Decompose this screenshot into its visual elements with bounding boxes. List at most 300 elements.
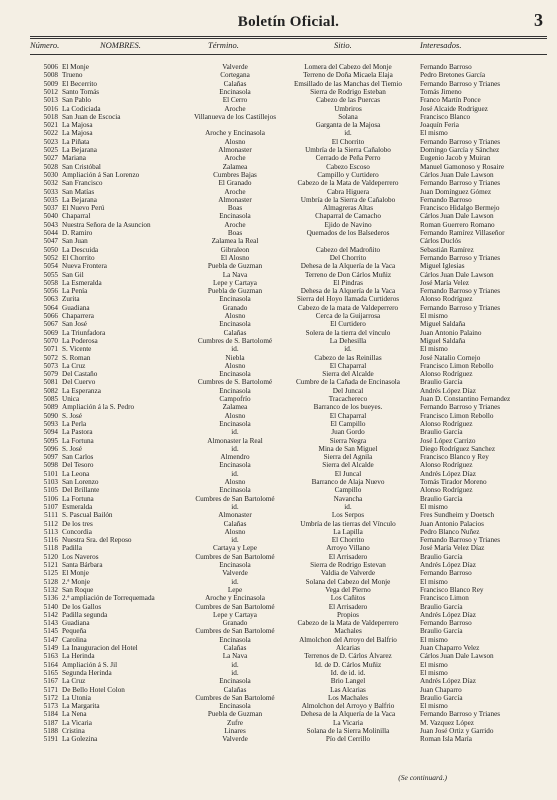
cell-int: Cárlos Juan Dale Lawson (420, 170, 494, 179)
cell-num: 5187 (43, 718, 58, 727)
cell-ter: Encinasola (219, 635, 251, 644)
cell-sit: Del Juncal (332, 386, 364, 395)
cell-num: 5118 (43, 544, 58, 553)
cell-sit: Cabezo del Madroñito (315, 245, 381, 254)
table-row (0, 735, 557, 744)
cell-ter: Encinasola (219, 386, 251, 395)
cell-sit: El Chaparral (329, 361, 367, 370)
cell-nom: La Cruz (62, 361, 86, 370)
cell-ter: Almonaster la Real (207, 436, 263, 445)
cell-num: 5120 (43, 552, 58, 561)
cell-num: 5116 (43, 536, 58, 545)
cell-ter: Aroche y Encinasola (205, 129, 265, 138)
cell-nom: La Fortuna (62, 494, 94, 503)
cell-nom: Santa Bárbara (62, 561, 103, 569)
cell-sit: Cabezo de la Mata de Valdeperrero (297, 619, 399, 628)
cell-int: José María Velez Díaz (420, 544, 485, 553)
cell-nom: San Matías (62, 187, 95, 196)
cell-ter: Aroche y Encinasola (205, 594, 265, 603)
cell-ter: id. (231, 444, 239, 453)
cell-sit: El Chorrito (331, 137, 365, 146)
cell-ter: Cumbres de San Bartolomé (195, 552, 275, 561)
cell-ter: Villanueva de los Castillejos (193, 112, 276, 121)
cell-ter: Alosno (224, 478, 246, 486)
cell-num: 5023 (43, 137, 58, 146)
cell-ter: Cumbres Bajas (213, 170, 257, 179)
cell-sit: Pío del Cerrillo (325, 735, 371, 744)
cell-num: 5145 (43, 627, 58, 636)
cell-sit: El Arrisadero (328, 602, 368, 611)
cell-num: 5164 (43, 660, 58, 669)
cell-sit: Sierra Negra (329, 436, 367, 445)
cell-int: El mismo (420, 660, 448, 669)
cell-int: Fernando Ramírez Villaseñor (420, 229, 505, 237)
cell-int: El mismo (420, 502, 448, 511)
header-rule-top (30, 36, 547, 37)
cell-int: Braulio García (420, 693, 463, 702)
cell-num: 5012 (43, 87, 58, 96)
cell-nom: Los Naveros (62, 552, 99, 561)
cell-num: 5033 (43, 187, 58, 196)
cell-num: 5167 (43, 677, 58, 686)
cell-num: 5112 (43, 519, 58, 528)
cell-ter: id. (231, 660, 239, 669)
cell-nom: De Bello Hotel Colon (62, 685, 125, 694)
cell-nom: La Pastora (62, 428, 93, 437)
cell-sit: Cabezo de la mata de Valdeperrero (297, 303, 399, 312)
cell-num: 5008 (43, 71, 58, 80)
cell-sit: Tracachereco (328, 395, 368, 403)
cell-num: 5171 (43, 685, 58, 694)
cell-int: El mismo (420, 312, 448, 320)
cell-nom: San Cristóbal (62, 162, 101, 171)
cell-nom: El Chorrito (62, 253, 95, 262)
cell-ter: Calañas (223, 328, 247, 337)
cell-ter: Calañas (223, 79, 247, 88)
cell-num: 5047 (43, 237, 58, 246)
cell-ter: Granado (222, 619, 248, 628)
cell-ter: Cumbres de San Bartolomé (195, 494, 275, 503)
cell-int: El mismo (420, 635, 448, 644)
cell-num: 5103 (43, 478, 58, 486)
cell-num: 5013 (43, 96, 58, 105)
cell-sit: Id. de id. id. (330, 668, 366, 677)
cell-num: 5064 (43, 303, 58, 312)
cell-num: 5030 (43, 170, 58, 179)
cell-nom: Trueno (62, 71, 83, 80)
cell-ter: Boas (227, 204, 243, 213)
cell-nom: De los Gallos (62, 602, 102, 611)
cell-int: Braulio García (420, 428, 463, 437)
colheads-rule (30, 54, 547, 55)
cell-num: 5063 (43, 295, 58, 304)
cell-sit: Los Machales (327, 693, 369, 702)
cell-sit: Arroyo Villano (326, 544, 370, 553)
cell-sit: Juan Gordo (331, 428, 365, 437)
cell-int: Manuel Gamonoso y Rosaire (420, 162, 505, 171)
cell-ter: Gibraleon (220, 245, 250, 254)
cell-nom: La Leona (62, 469, 90, 478)
cell-num: 5163 (43, 652, 58, 661)
cell-int: Joaquín Feria (420, 121, 459, 130)
cell-num: 5043 (43, 220, 58, 229)
col-nombres: NOMBRES. (100, 40, 141, 50)
cell-nom: Concordia (62, 527, 92, 536)
cell-nom: La Cruz (62, 677, 86, 686)
cell-num: 5081 (43, 378, 58, 387)
cell-int: El mismo (420, 668, 448, 677)
cell-ter: Aroche (224, 104, 246, 113)
cell-nom: La Inauguracion del Hotel (62, 644, 138, 652)
cell-num: 5105 (43, 486, 58, 495)
cell-sit: Los Serpos (331, 511, 365, 520)
cell-int: Braulio García (420, 494, 463, 503)
cell-nom: Santo Tomás (62, 87, 100, 96)
cell-int: Cárlos Juan Dale Lawson (420, 212, 494, 221)
cell-sit: Cabezo de las Puercas (315, 96, 381, 105)
cell-int: El mismo (420, 702, 448, 711)
cell-ter: Cortegana (220, 71, 250, 80)
cell-num: 5044 (43, 229, 58, 237)
cell-int: Andrés López Díaz (420, 386, 476, 395)
cell-num: 5097 (43, 453, 58, 462)
cell-int: Andrés López Díaz (420, 677, 476, 686)
cell-num: 5071 (43, 345, 58, 354)
cell-sit: Valdia de Valverde (320, 569, 376, 578)
cell-num: 5101 (43, 469, 58, 478)
cell-num: 5035 (43, 195, 58, 204)
cell-sit: Solana (338, 112, 358, 121)
cell-sit: Terrenos de D. Cárlos Álvarez (304, 652, 392, 661)
cell-num: 5132 (43, 585, 58, 594)
cell-nom: San Gil (62, 270, 84, 279)
cell-num: 5140 (43, 602, 58, 611)
cell-num: 5090 (43, 411, 58, 420)
cell-sit: Garganta de la Majosa (315, 121, 381, 130)
cell-nom: La Nena (62, 710, 87, 719)
cell-int: Fernando Barroso (420, 195, 472, 204)
cell-nom: S. José (62, 411, 82, 420)
cell-sit: Sierra de Rodrigo Estevan (310, 561, 386, 569)
col-numero: Número. (30, 40, 60, 50)
cell-nom: El Monje (62, 569, 89, 578)
cell-ter: La Nava (222, 270, 248, 279)
cell-sit: La Dehesilla (329, 336, 367, 345)
cell-nom: La Esmeralda (62, 278, 102, 287)
cell-num: 5085 (43, 395, 58, 403)
cell-ter: id. (231, 668, 239, 677)
cell-num: 5165 (43, 668, 58, 677)
cell-ter: Calañas (223, 644, 247, 652)
cell-nom: La Fortuna (62, 436, 94, 445)
cell-ter: Puebla de Guzman (207, 710, 263, 719)
cell-sit: Almolchon del Arroyo del Balfrio (299, 635, 397, 644)
cell-int: Cárlos Duclós (420, 237, 461, 246)
page-title: Boletín Oficial. (237, 14, 340, 30)
cell-sit: id. (344, 345, 352, 354)
cell-int: Francisco Limon (420, 594, 469, 603)
cell-int: Fernando Barroso y Trianes (420, 179, 501, 188)
cell-int: Roman Guerrero Romano (420, 220, 495, 229)
cell-int: Juan Chaparro Velez (420, 644, 480, 652)
cell-int: Domingo García y Sánchez (420, 146, 500, 154)
cell-ter: Encinasola (219, 419, 251, 428)
cell-int: Fernando Barroso y Trianes (420, 303, 501, 312)
cell-sit: La Lapilla (333, 527, 363, 536)
cell-sit: Cabezo de las Reinillas (314, 353, 382, 362)
cell-sit: Solana de la Sierra Molinilla (306, 727, 390, 735)
cell-sit: Lomera del Cabezo del Monje (304, 63, 392, 71)
cell-int: Tomás Jimeno (420, 87, 462, 96)
cell-num: 5050 (43, 245, 58, 254)
cell-sit: Machales (334, 627, 362, 636)
cell-num: 5079 (43, 370, 58, 379)
cell-nom: Ampliación á San Lorenzo (62, 170, 140, 179)
cell-ter: id. (231, 428, 239, 437)
cell-int: Cárlos Juan Dale Lawson (420, 652, 494, 661)
cell-sit: id. (344, 129, 352, 138)
cell-num: 5016 (43, 104, 58, 113)
cell-ter: Alosno (224, 411, 246, 420)
cell-ter: id. (231, 345, 239, 354)
cell-sit: La Vicaria (333, 718, 363, 727)
cell-nom: San José (62, 320, 87, 329)
cell-ter: Puebla de Guzman (207, 262, 263, 271)
cell-int: Miguel Saldaña (420, 336, 466, 345)
cell-num: 5056 (43, 287, 58, 296)
cell-num: 5006 (43, 63, 58, 71)
cell-num: 5025 (43, 146, 58, 154)
cell-nom: S. Vicente (62, 345, 92, 354)
cell-int: Miguel Saldaña (420, 320, 466, 329)
header-rule-bottom (30, 38, 547, 39)
cell-nom: D. Ramiro (62, 229, 93, 237)
cell-int: Cárlos Juan Dale Lawson (420, 270, 494, 279)
cell-sit: Quemados de los Balsederos (306, 229, 390, 237)
cell-sit: Dehesa de la Alquería de la Vaca (300, 262, 396, 271)
cell-nom: Del Castaño (62, 370, 98, 379)
cell-int: Fernando Barroso y Trianes (420, 403, 501, 412)
cell-int: Fernando Barroso (420, 63, 472, 71)
cell-int: Francisco Blanco Rey (420, 585, 484, 594)
cell-sit: Campillo y Curtidero (317, 170, 379, 179)
cell-ter: id. (231, 502, 239, 511)
cell-ter: Boas (227, 229, 243, 237)
cell-num: 5054 (43, 262, 58, 271)
cell-nom: La Poderosa (62, 336, 98, 345)
cell-ter: Encinasola (219, 212, 251, 221)
cell-num: 5142 (43, 610, 58, 619)
cell-ter: Cumbres de San Bartolomé (195, 693, 275, 702)
cell-int: Francisco Blanco y Rey (420, 453, 489, 462)
cell-sit: Cabra Higuera (326, 187, 370, 196)
cell-sit: Cabezo Escoso (326, 162, 370, 171)
cell-sit: Ejido de Navino (324, 220, 372, 229)
cell-nom: San Juan de Escocia (62, 112, 121, 121)
cell-num: 5191 (43, 735, 58, 744)
cell-nom: Ampliación á S. Jil (62, 660, 118, 669)
col-termino: Término. (208, 40, 239, 50)
cell-num: 5069 (43, 328, 58, 337)
cell-ter: Aroche (224, 220, 246, 229)
cell-num: 5058 (43, 278, 58, 287)
cell-sit: Los Cañitos (330, 594, 366, 603)
cell-num: 5082 (43, 386, 58, 395)
cell-num: 5032 (43, 179, 58, 188)
cell-int: José López Carrizo (420, 436, 476, 445)
cell-int: Fernando Barroso y Trianes (420, 137, 501, 146)
cell-int: Juan Antonio Palaino (420, 328, 482, 337)
cell-sit: Solera de la tierra del vínculo (305, 328, 391, 337)
cell-num: 5028 (43, 162, 58, 171)
cell-int: Alonso Rodríguez (420, 295, 473, 304)
cell-ter: Alosno (224, 312, 246, 320)
cell-num: 5037 (43, 204, 58, 213)
cell-sit: Del Chorrito (329, 253, 367, 262)
cell-nom: 2.ª Monje (62, 577, 90, 586)
cell-num: 5066 (43, 312, 58, 320)
cell-ter: Cumbres de S. Bartolomé (197, 336, 273, 345)
cell-int: Braulio García (420, 602, 463, 611)
cell-nom: La Perla (62, 419, 87, 428)
cell-ter: Almonaster (218, 511, 252, 520)
cell-int: Andrés López Díaz (420, 469, 476, 478)
cell-nom: La Utonia (62, 693, 91, 702)
cell-ter: Encinasola (219, 486, 251, 495)
cell-ter: Campofrío (219, 395, 251, 403)
cell-sit: Sierra del Alcalde (322, 461, 374, 470)
cell-nom: San Lorenzo (62, 478, 99, 486)
cell-num: 5172 (43, 693, 58, 702)
cell-sit: id. (344, 502, 352, 511)
cell-sit: Dehesa de la Alquería de la Vaca (300, 287, 396, 296)
cell-ter: Zalamea (222, 162, 248, 171)
cell-int: Alonso Rodríguez (420, 461, 473, 470)
cell-sit: Navancha (333, 494, 363, 503)
cell-nom: Pequeña (62, 627, 87, 636)
cell-num: 5093 (43, 419, 58, 428)
cell-num: 5143 (43, 619, 58, 628)
cell-int: Juan José Ortiz y Garrido (420, 727, 494, 735)
cell-int: Alonso Rodríguez (420, 486, 473, 495)
cell-int: El mismo (420, 345, 448, 354)
cell-ter: El Granado (218, 179, 252, 188)
cell-num: 5128 (43, 577, 58, 586)
cell-sit: Solana del Cabezo del Monje (305, 577, 391, 586)
cell-nom: Segunda Herinda (62, 668, 112, 677)
cell-num: 5018 (43, 112, 58, 121)
cell-ter: id. (231, 536, 239, 545)
cell-nom: La Herinda (62, 652, 95, 661)
cell-ter: Cumbres de San Bartolomé (195, 602, 275, 611)
cell-sit: Chaparral de Camacho (315, 212, 381, 221)
cell-sit: Sierra del Hoyo llamada Curtideros (296, 295, 400, 304)
cell-ter: Niebla (225, 353, 245, 362)
cell-nom: Padilla segunda (62, 610, 108, 619)
cell-nom: Unica (62, 395, 80, 403)
cell-num: 5022 (43, 129, 58, 138)
cell-ter: Linares (224, 727, 246, 735)
column-headers (30, 40, 547, 54)
cell-sit: Brio Langel (330, 677, 366, 686)
cell-nom: Del Brillante (62, 486, 100, 495)
cell-num: 5052 (43, 253, 58, 262)
cell-int: Fernando Barroso (420, 569, 472, 578)
cell-nom: Cristina (62, 727, 85, 735)
cell-int: Roman Isla María (420, 735, 472, 744)
cell-int: M. Vazquez López (420, 718, 474, 727)
cell-nom: Carolina (62, 635, 87, 644)
cell-sit: El Arrisadero (328, 552, 368, 561)
cell-int: Juan Chaparro (420, 685, 462, 694)
cell-sit: Umbría de la Sierra Cañalobo (305, 146, 391, 154)
cell-nom: Ampliación á la S. Pedro (62, 403, 135, 412)
cell-int: El mismo (420, 129, 448, 138)
cell-nom: La Bejarana (62, 195, 97, 204)
cell-nom: La Descuida (62, 245, 99, 254)
cell-int: Franco Martín Ponce (420, 96, 481, 105)
cell-nom: S. Roman (62, 353, 91, 362)
cell-num: 5027 (43, 154, 58, 163)
cell-num: 5009 (43, 79, 58, 88)
cell-nom: Guadiana (62, 619, 90, 628)
cell-nom: San Carlos (62, 453, 94, 462)
cell-nom: La Golezina (62, 735, 98, 744)
cell-num: 5149 (43, 644, 58, 652)
cell-sit: Umbría de las tierras del Vínculo (300, 519, 396, 528)
cell-sit: Vega del Pierno (325, 585, 371, 594)
cell-num: 5021 (43, 121, 58, 130)
cell-nom: La Margarita (62, 702, 100, 711)
cell-ter: Lepe y Cartaya (213, 610, 257, 619)
cell-num: 5096 (43, 444, 58, 453)
cell-int: Sebastián Ramírez (420, 245, 474, 254)
cell-num: 5173 (43, 702, 58, 711)
cell-sit: El Chorrito (331, 536, 365, 545)
cell-ter: Zalamea (222, 403, 248, 412)
cell-int: Francisco Limon Rebollo (420, 411, 494, 420)
cell-num: 5107 (43, 502, 58, 511)
cell-int: Fernando Barroso y Trianes (420, 287, 501, 296)
cell-int: Francisco Hidalgo Bermejo (420, 204, 500, 213)
cell-nom: El Nuevo Perú (62, 204, 105, 213)
cell-nom: Del Tesoro (62, 461, 94, 470)
cell-nom: La Bejarana (62, 146, 97, 154)
cell-int: Fernando Barroso (420, 619, 472, 628)
cell-ter: Encinasola (219, 370, 251, 379)
cell-sit: Sierra del Agnila (323, 453, 373, 462)
cell-sit: El Campillo (330, 419, 366, 428)
cell-ter: Cartaya y Lepe (213, 544, 257, 553)
cell-sit: Cumbre de la Cañada de Encinasola (296, 378, 400, 387)
cell-nom: Zurita (62, 295, 80, 304)
cell-nom: 2.ª ampliación de Torrequemada (62, 594, 155, 603)
cell-ter: Alosno (224, 527, 246, 536)
cell-sit: Terreno de Don Cárlos Muñiz (304, 270, 392, 279)
cell-ter: Aroche (224, 154, 246, 163)
cell-ter: Calañas (223, 519, 247, 528)
cell-int: Fres Sundheim y Doetsch (420, 511, 495, 520)
cell-ter: Calañas (223, 685, 247, 694)
cell-ter: Cumbres de S. Bartolomé (197, 378, 273, 387)
cell-sit: Mina de San Miguel (318, 444, 378, 453)
cell-int: Fernando Barroso y Trianes (420, 253, 501, 262)
page-header (30, 12, 547, 34)
cell-nom: La Penía (62, 287, 88, 296)
cell-int: Juan Domínguez Gómez (420, 187, 492, 196)
cell-nom: El Monje (62, 63, 89, 71)
cell-ter: Aroche (224, 187, 246, 196)
